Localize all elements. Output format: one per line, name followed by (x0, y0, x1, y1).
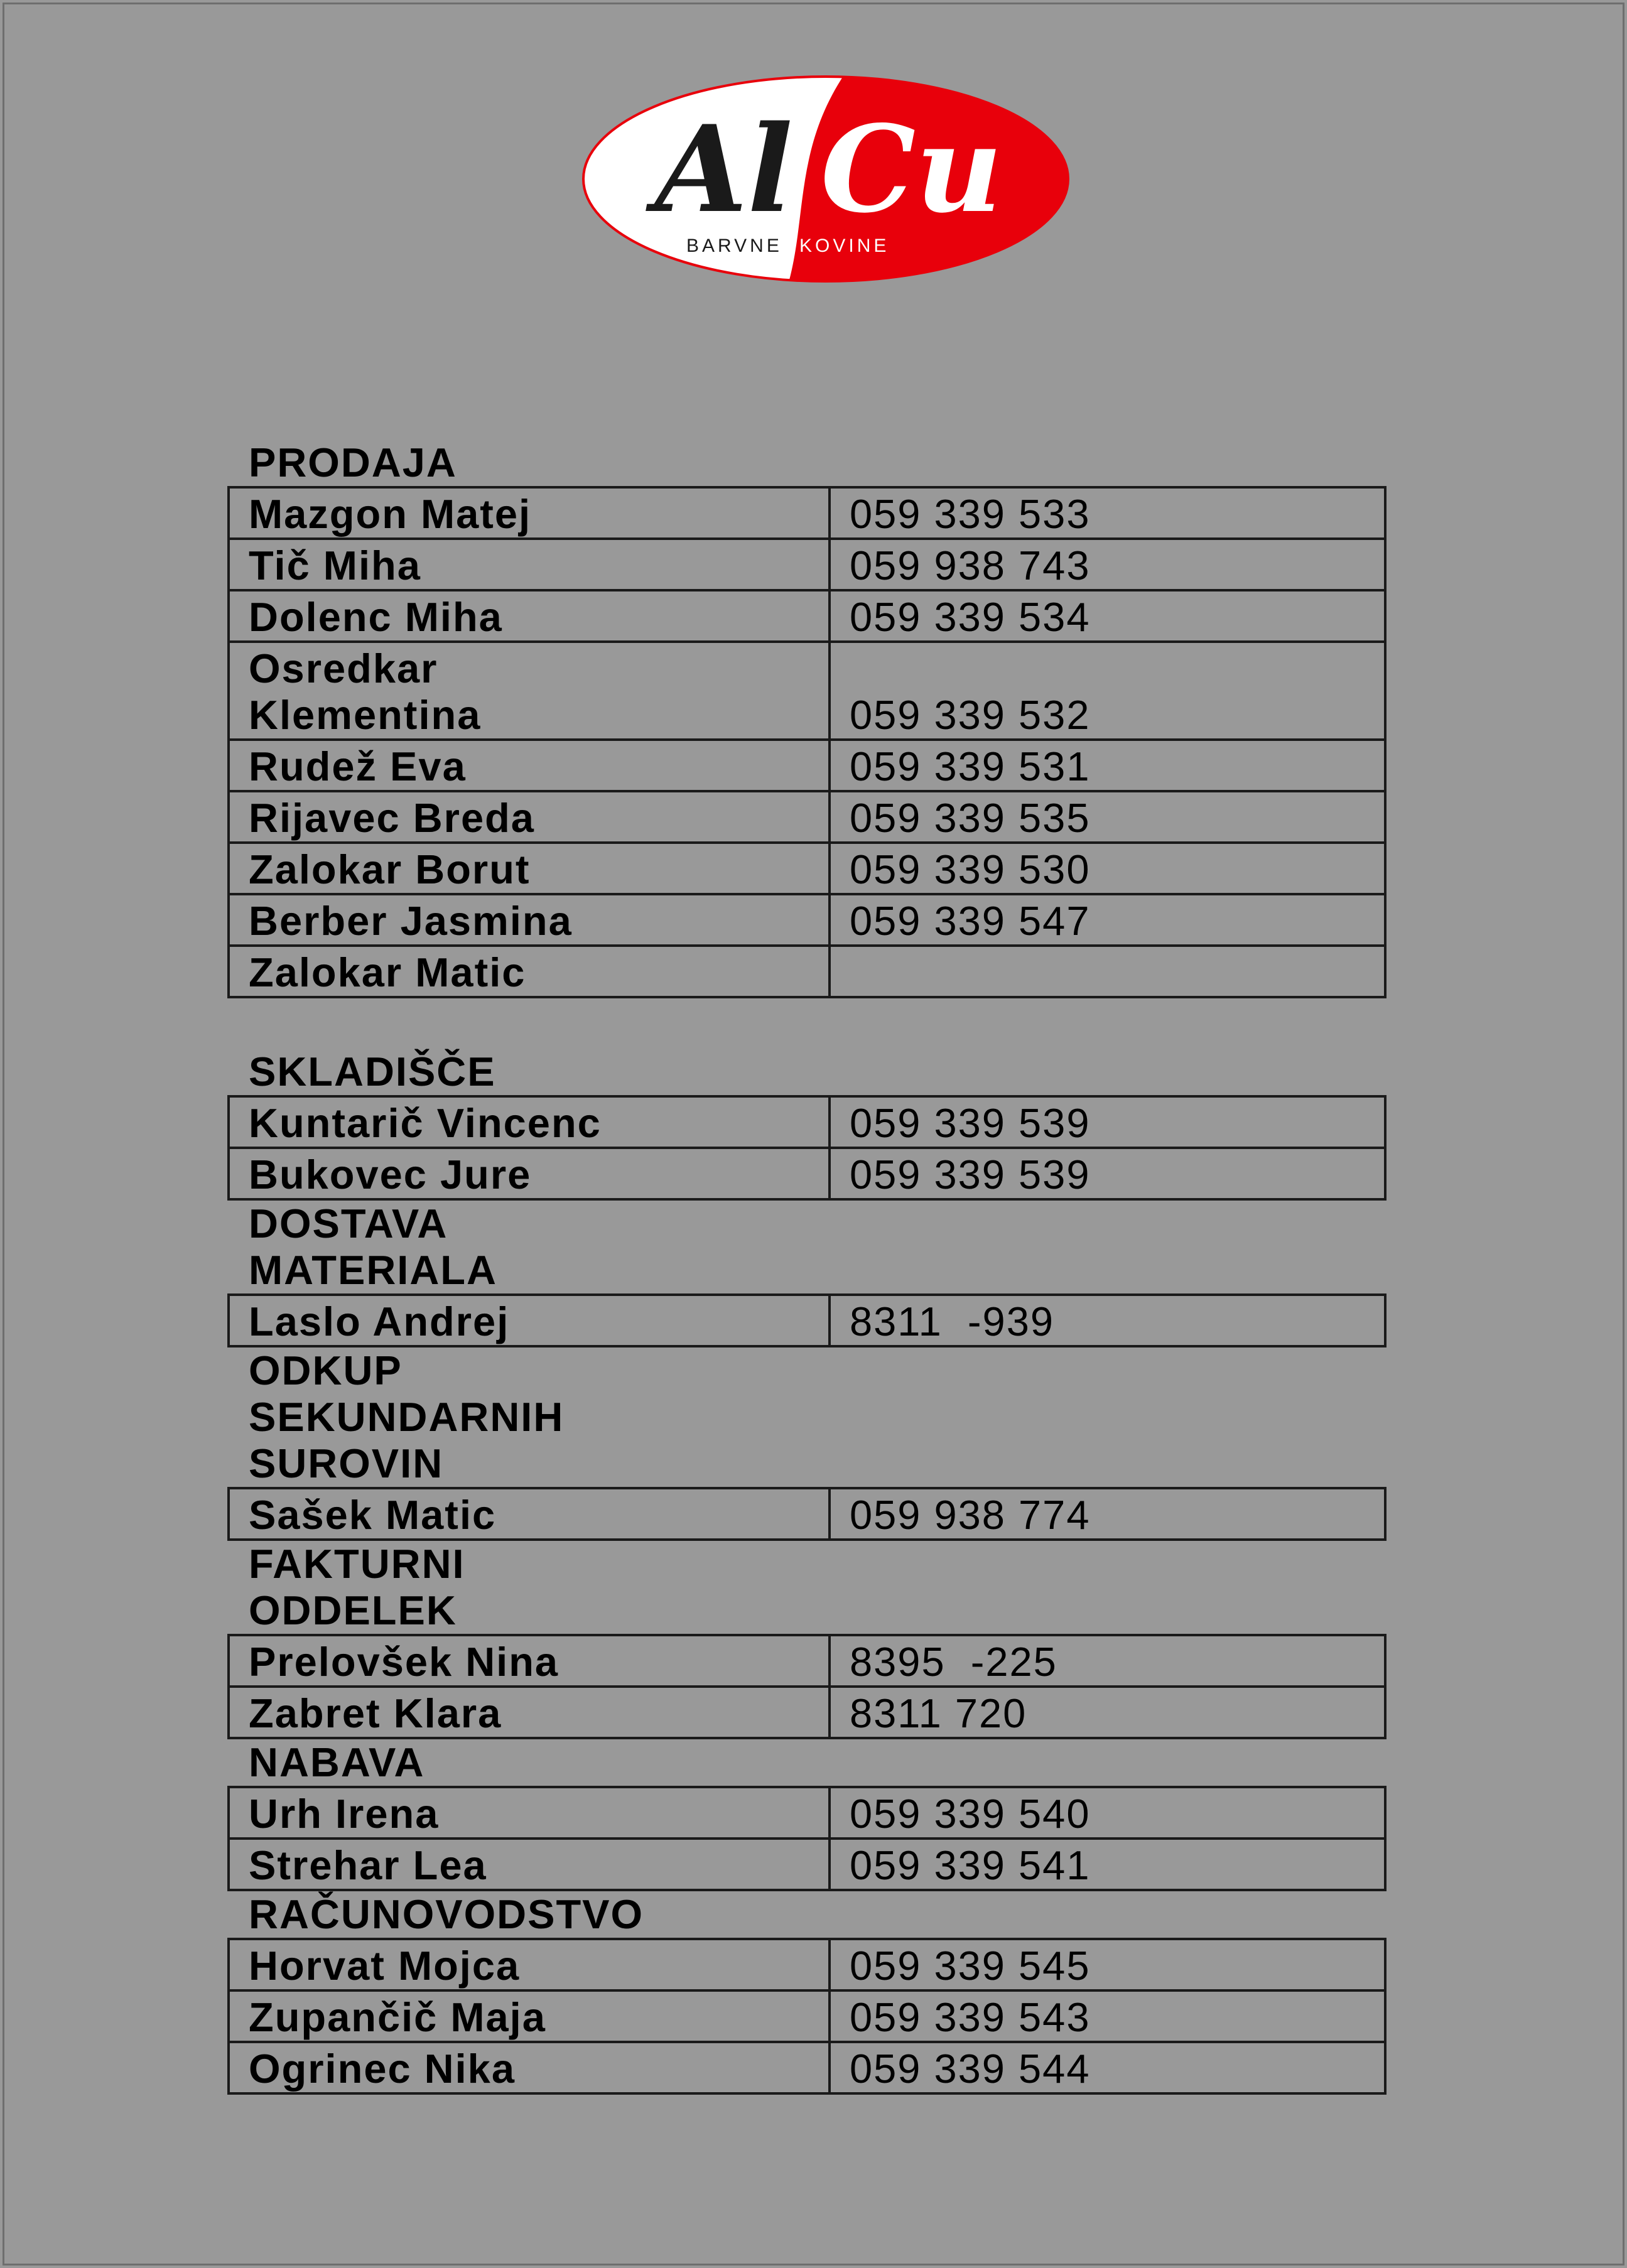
company-logo (581, 74, 1071, 284)
contact-name: Ogrinec Nika (229, 2042, 830, 2093)
contact-name: Horvat Mojca (229, 1939, 830, 1990)
contact-table (227, 1095, 1386, 1201)
section-title: NABAVA (249, 1739, 425, 1785)
contact-row (229, 642, 1385, 740)
contact-table (227, 1293, 1386, 1347)
contact-name: Sašek Matic (229, 1488, 830, 1540)
contact-name: Laslo Andrej (229, 1295, 830, 1346)
contact-row (229, 1295, 1385, 1346)
contact-name: Kuntarič Vincenc (229, 1096, 830, 1148)
section-title: PRODAJA (249, 440, 457, 485)
section-title: FAKTURNI ODDELEK (249, 1541, 465, 1633)
contact-row (229, 1990, 1385, 2042)
contact-phone: 059 339 534 (830, 590, 1385, 642)
section-title: DOSTAVA MATERIALA (249, 1201, 497, 1293)
section-title: RAČUNOVODSTVO (249, 1891, 644, 1937)
contact-name: Mazgon Matej (229, 487, 830, 539)
contact-table (227, 1487, 1386, 1541)
contact-phone: 059 339 545 (830, 1939, 1385, 1990)
section-title: SKLADIŠČE (249, 1049, 496, 1094)
contact-phone: 059 339 539 (830, 1096, 1385, 1148)
contact-name: Zalokar Borut (229, 843, 830, 894)
contact-phone: 059 339 533 (830, 487, 1385, 539)
contact-phone: 059 339 535 (830, 791, 1385, 843)
contact-phone: 059 339 540 (830, 1787, 1385, 1839)
contact-row (229, 1687, 1385, 1738)
contact-table (227, 486, 1386, 998)
contact-phone: 059 339 530 (830, 843, 1385, 894)
contact-phone: 059 339 539 (830, 1148, 1385, 1199)
contact-name: Tič Miha (229, 539, 830, 590)
contact-row (229, 1787, 1385, 1839)
logo-tagline-left: BARVNE (686, 235, 782, 256)
contact-directory (227, 440, 1386, 2095)
contact-name: Prelovšek Nina (229, 1635, 830, 1687)
contact-row (229, 740, 1385, 791)
contact-phone: 8395 -225 (830, 1635, 1385, 1687)
contact-phone: 059 339 543 (830, 1990, 1385, 2042)
contact-name: Bukovec Jure (229, 1148, 830, 1199)
contact-row (229, 946, 1385, 997)
logo-tagline-right: KOVINE (799, 235, 890, 256)
contact-row (229, 1148, 1385, 1199)
contact-phone: 059 339 544 (830, 2042, 1385, 2093)
contact-row (229, 1488, 1385, 1540)
section-gap (227, 998, 1386, 1049)
contact-row (229, 1839, 1385, 1890)
contact-phone: 059 938 743 (830, 539, 1385, 590)
contact-phone: 059 938 774 (830, 1488, 1385, 1540)
contact-name: Urh Irena (229, 1787, 830, 1839)
contact-row (229, 487, 1385, 539)
logo-mark-al: Al (655, 99, 793, 239)
contact-name: Dolenc Miha (229, 590, 830, 642)
contact-name: Zalokar Matic (229, 946, 830, 997)
contact-row (229, 1939, 1385, 1990)
logo-mark-cu: Cu (821, 99, 1003, 239)
section-title: ODKUP SEKUNDARNIH SUROVIN (249, 1347, 565, 1486)
contact-row (229, 1096, 1385, 1148)
contact-phone (830, 946, 1385, 997)
contact-name: Zabret Klara (229, 1687, 830, 1738)
contact-phone: 8311 720 (830, 1687, 1385, 1738)
contact-name: Rijavec Breda (229, 791, 830, 843)
contact-phone: 059 339 541 (830, 1839, 1385, 1890)
contact-row (229, 843, 1385, 894)
contact-phone: 8311 -939 (830, 1295, 1385, 1346)
contact-row (229, 539, 1385, 590)
contact-name: Zupančič Maja (229, 1990, 830, 2042)
contact-name: Rudež Eva (229, 740, 830, 791)
contact-name: Strehar Lea (229, 1839, 830, 1890)
contact-table (227, 1786, 1386, 1891)
contact-phone: 059 339 532 (830, 642, 1385, 740)
contact-name: Osredkar Klementina (229, 642, 830, 740)
contact-row (229, 590, 1385, 642)
contact-table (227, 1938, 1386, 2095)
contact-phone: 059 339 547 (830, 894, 1385, 946)
contact-phone: 059 339 531 (830, 740, 1385, 791)
contact-name: Berber Jasmina (229, 894, 830, 946)
contact-row (229, 1635, 1385, 1687)
contact-table (227, 1634, 1386, 1739)
contact-row (229, 894, 1385, 946)
contact-row (229, 2042, 1385, 2093)
contact-row (229, 791, 1385, 843)
